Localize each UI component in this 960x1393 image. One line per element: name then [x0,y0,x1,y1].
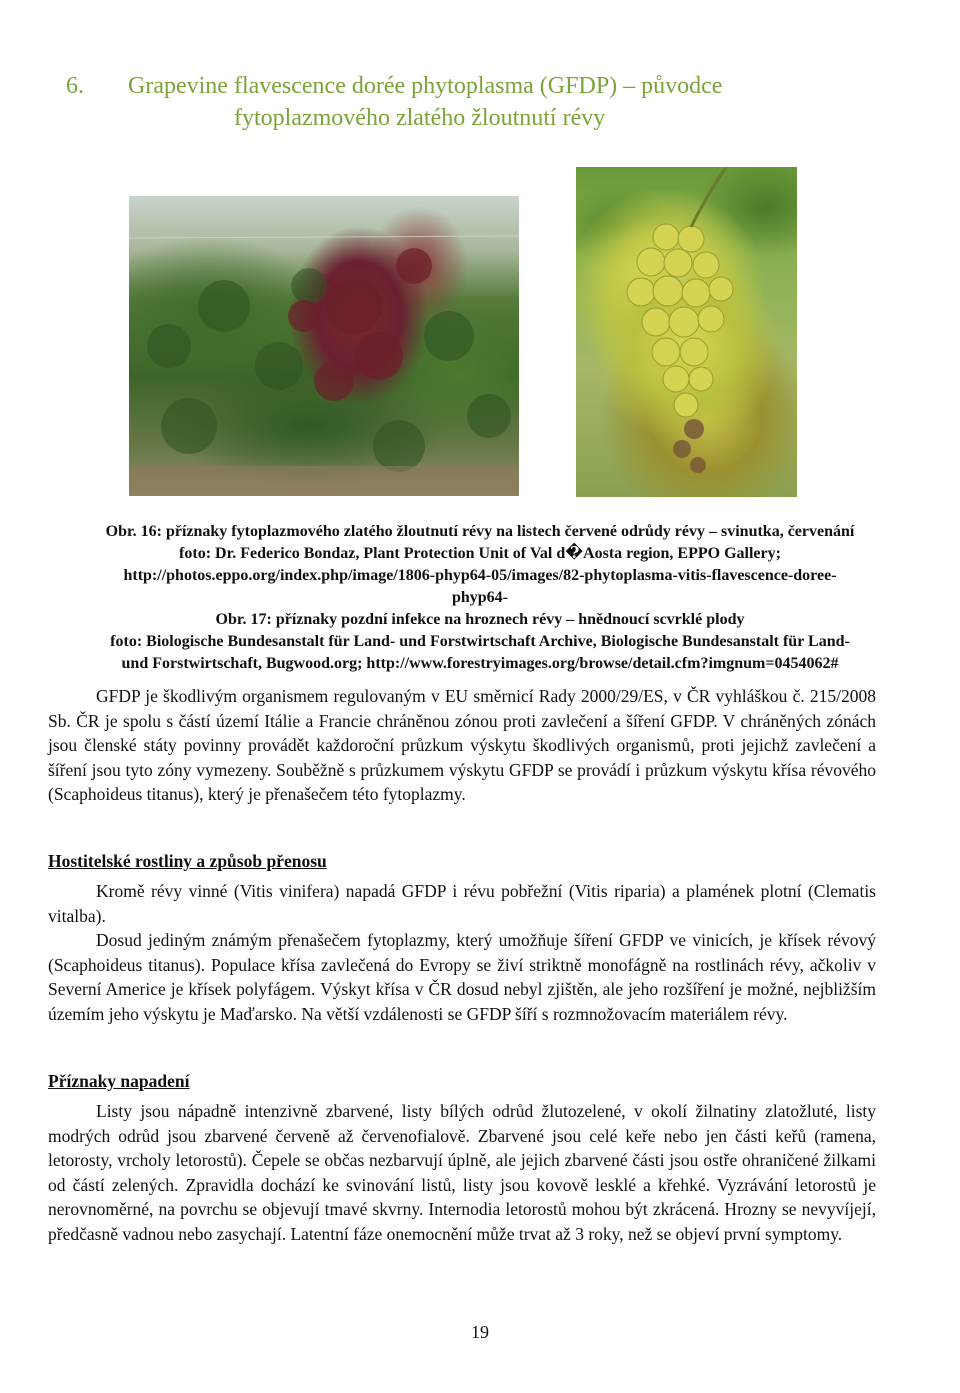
symptoms-text: Listy jsou nápadně intenzivně zbarvené, listy bílých odrůd žlutozelené, v okolí žilnatiny zlatožluté, listy modrých odrůd jsou zbarvené červeně až červenofialově. Zbarvené jsou celé keře nebo jen části keřů (ramena, letorosty, vrcholy letorostů). Čepele se občas nezbarvují úplně, ale jejich zbarvené části jsou ostře ohraničené žilkami od částí zelených. Zpravidla dochází ke svinování listů, listy jsou kovově lesklé a křehké. Vyzrávání letorostů je nerovnoměrné, na povrchu se objevují tmavé skvrny. Internodia letorostů mohou být zkrácená. Hrozny se nevyvíjejí, předčasně vadnou nebo zasychají. Latentní fáze onemocnění může trvat až 3 roky, než se objeví první symptomy. [48,1101,876,1244]
figure-16-caption-line-1: Obr. 16: příznaky fytoplazmového zlatého žloutnutí révy na listech červené odrůdy révy – svinutka, červenání [105,523,855,540]
hosts-paragraph-2 [48,928,876,1026]
intro-paragraph [48,684,876,807]
figure-17-caption-line-3: und Forstwirtschaft, Bugwood.org; http://www.forestryimages.org/browse/detail.cfm?imgnum=0454062# [121,655,839,672]
intro-text: GFDP je škodlivým organismem regulovaným v EU směrnicí Rady 2000/29/ES, v ČR vyhláškou č. 215/2008 Sb. ČR je spolu s částí území Itálie a Francie chráněnou zónou proti zavlečení a šíření GFDP. V chráněných zónách jsou členské státy povinny provádět každoroční průzkum výskytu škodlivých organismů, proti jejichž zavlečení a šíření jsou tyto zóny vymezeny. Souběžně s průzkumem výskytu GFDP se provádí i průzkum výskytu křísa révového (Scaphoideus titanus), který je přenašečem této fytoplazmy. [48,686,876,804]
hosts-paragraph-1 [48,879,876,928]
title-line-2: fytoplazmového zlatého žloutnutí révy [234,105,606,131]
hosts-text-2: Dosud jediným známým přenašečem fytoplazmy, který umožňuje šíření GFDP ve vinicích, je křísek révový (Scaphoideus titanus). Populace křísa zavlečená do Evropy se živí striktně monofágně na rostlinách révy, ačkoliv v Severní Americe je křísek polyfágem. Výskyt křísa v ČR dosud nebyl zjištěn, ale jeho rozšíření je možné, nejbližším územím jeho výskytu je Maďarsko. Na větší vzdálenosti se GFDP šíří s rozmnožovacím materiálem révy. [48,930,876,1024]
hosts-text-1: Kromě révy vinné (Vitis vinifera) napadá GFDP i révu pobřežní (Vitis riparia) a plamének plotní (Clematis vitalba). [48,881,876,926]
vine-leaves-texture [129,196,519,496]
figure-17-caption-line-2: foto: Biologische Bundesanstalt für Land- und Forstwirtschaft Archive, Biologische Bundesanstalt für Land- [110,633,850,650]
grape-cluster-texture [576,167,797,497]
figure-16-caption-line-2: foto: Dr. Federico Bondaz, Plant Protection Unit of Val d�Aosta region, EPPO Gallery; [179,545,781,562]
hosts-heading: Hostitelské rostliny a způsob přenosu [48,851,327,871]
title-line-1: Grapevine flavescence dorée phytoplasma (GFDP) – původce [128,73,723,99]
figure-16-caption-line-4: phyp64- [451,589,509,606]
figure-17-caption-line-1: Obr. 17: příznaky pozdní infekce na hroznech révy – hnědnoucí scvrklé plody [215,611,745,628]
page-title [66,70,896,134]
page-number: 19 [471,1322,489,1342]
grape-cluster-photo [576,167,797,497]
vine-leaves-photo [129,196,519,496]
section-number: 6. [66,73,84,99]
figure-16-caption-line-3: http://photos.eppo.org/index.php/image/1806-phyp64-05/images/82-phytoplasma-vitis-flavescence-doree- [123,567,837,584]
symptoms-heading: Příznaky napadení [48,1071,190,1091]
symptoms-paragraph [48,1099,876,1246]
